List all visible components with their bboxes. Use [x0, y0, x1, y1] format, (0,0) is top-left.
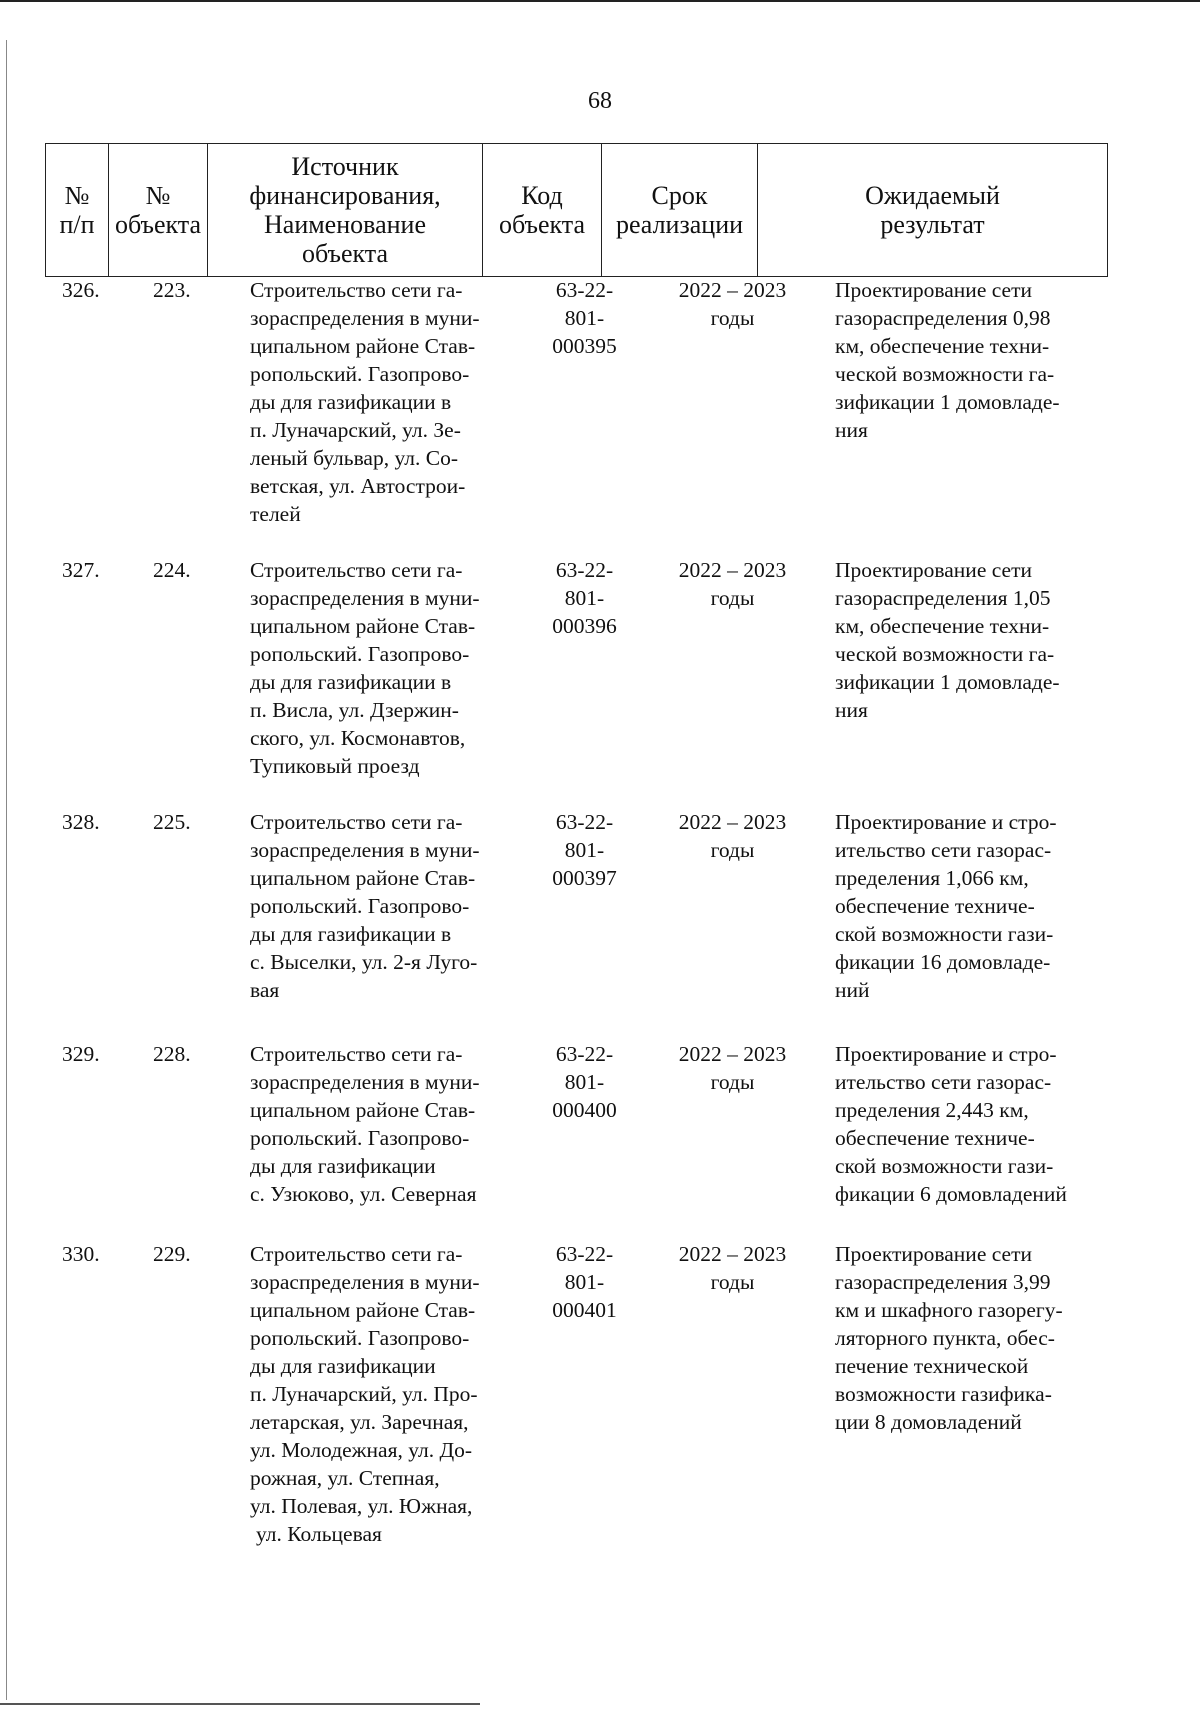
row-number: 327.: [62, 558, 100, 582]
header-expected-result: Ожидаемый результат: [758, 144, 1108, 277]
table-row: [45, 1240, 1105, 1560]
object-code: 63-22- 801- 000397: [552, 810, 617, 890]
term: 2022 – 2023 годы: [678, 278, 787, 330]
header-object-code: Код объекта: [483, 144, 602, 277]
table-row: [45, 556, 1105, 808]
header-object-number: № объекта: [109, 144, 208, 277]
expected-result: Проектирование и стро- ительство сети газорас- пределения 1,066 км, обеспечение техниче- ской возможности гази- фикации 16 домовладе- ний: [835, 810, 1057, 1002]
object-code: 63-22- 801- 000400: [552, 1042, 617, 1122]
row-number: 328.: [62, 810, 100, 834]
object-number: 228.: [153, 1042, 191, 1066]
table-row: [45, 276, 1105, 556]
header-term: Срок реализации: [602, 144, 758, 277]
page-number: 68: [588, 88, 612, 114]
expected-result: Проектирование сети газораспределения 0,98 км, обеспечение техни- ческой возможности га- зификации 1 домовладе- ния: [835, 278, 1060, 442]
object-code: 63-22- 801- 000401: [552, 1242, 617, 1322]
object-code: 63-22- 801- 000395: [552, 278, 617, 358]
term: 2022 – 2023 годы: [678, 1042, 787, 1094]
expected-result: Проектирование сети газораспределения 1,05 км, обеспечение техни- ческой возможности га- зификации 1 домовладе- ния: [835, 558, 1060, 722]
bottom-scan-border: [0, 1703, 480, 1705]
expected-result: Проектирование сети газораспределения 3,99 км и шкафного газорегу- ляторного пункта, обес- печение технической возможности газифика- ции 8 домовладений: [835, 1242, 1063, 1434]
row-number: 329.: [62, 1042, 100, 1066]
left-scan-border: [6, 40, 7, 1700]
object-number: 224.: [153, 558, 191, 582]
header-row-number: № п/п: [46, 144, 109, 277]
table-row: [45, 808, 1105, 1040]
term: 2022 – 2023 годы: [678, 558, 787, 610]
funding-source: Строительство сети га- зораспределения в муни- ципальном районе Став- ропольский. Газопрово- ды для газификации в п. Висла, ул. Дзержин- ского, ул. Космонавтов, Тупиковый проезд: [250, 558, 480, 778]
funding-source: Строительство сети га- зораспределения в муни- ципальном районе Став- ропольский. Газопрово- ды для газификации п. Луначарский, ул. Про- летарская, ул. Заречная, ул. Молодежная, ул. До- рожная, ул. Степная, ул. Полевая, ул. Южная, ул. Кольцевая: [250, 1242, 480, 1546]
table-row: [45, 1040, 1105, 1240]
object-number: 223.: [153, 278, 191, 302]
top-scan-border: [0, 0, 1200, 2]
header-funding-source: Источник финансирования, Наименование объекта: [208, 144, 483, 277]
object-code: 63-22- 801- 000396: [552, 558, 617, 638]
expected-result: Проектирование и стро- ительство сети газорас- пределения 2,443 км, обеспечение техниче- ской возможности гази- фикации 6 домовладений: [835, 1042, 1067, 1206]
term: 2022 – 2023 годы: [678, 1242, 787, 1294]
row-number: 330.: [62, 1242, 100, 1266]
table-header: [45, 143, 1108, 277]
funding-source: Строительство сети га- зораспределения в муни- ципальном районе Став- ропольский. Газопрово- ды для газификации в п. Луначарский, ул. Зе- леный бульвар, ул. Со- ветская, ул. Автострои- телей: [250, 278, 480, 526]
term: 2022 – 2023 годы: [678, 810, 787, 862]
funding-source: Строительство сети га- зораспределения в муни- ципальном районе Став- ропольский. Газопрово- ды для газификации с. Узюково, ул. Северная: [250, 1042, 480, 1206]
row-number: 326.: [62, 278, 100, 302]
table-body: [45, 276, 1105, 1560]
funding-source: Строительство сети га- зораспределения в муни- ципальном районе Став- ропольский. Газопрово- ды для газификации в с. Выселки, ул. 2-я Луго- вая: [250, 810, 480, 1002]
object-number: 229.: [153, 1242, 191, 1266]
object-number: 225.: [153, 810, 191, 834]
